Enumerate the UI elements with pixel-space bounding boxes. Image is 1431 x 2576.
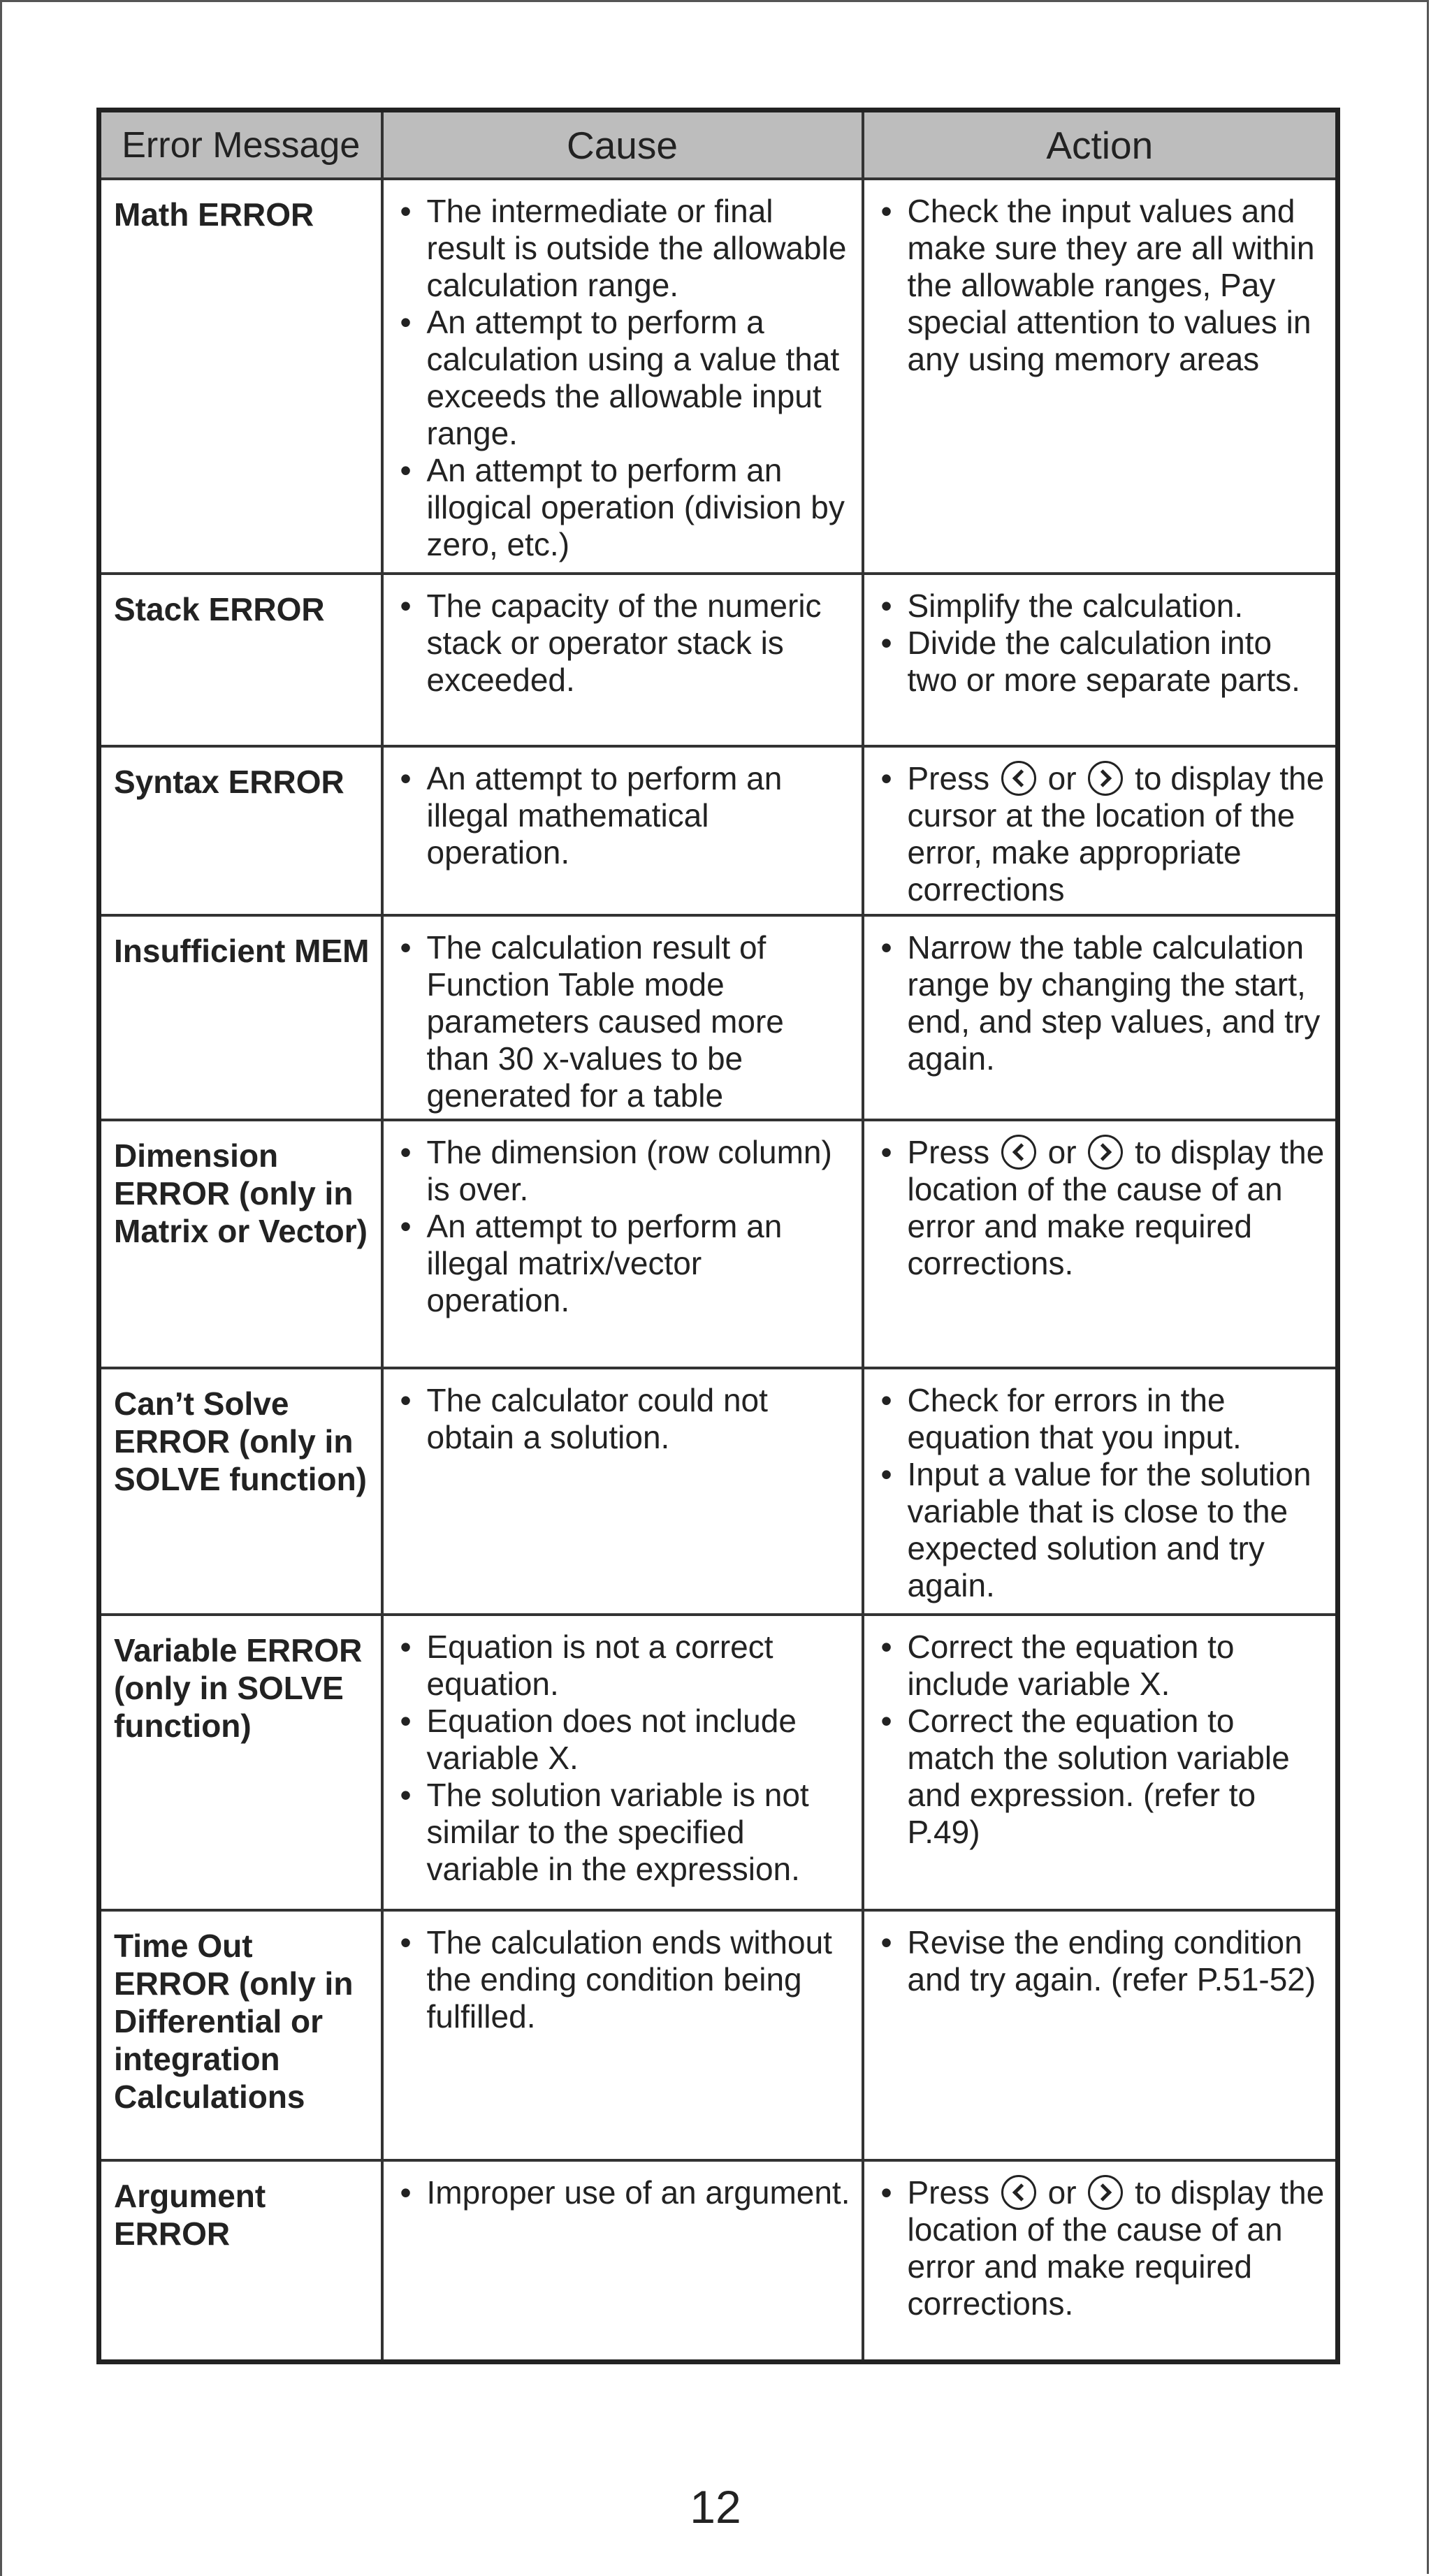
cause-item: • An attempt to perform a calculation using a value that exceeds the allowable input range. (400, 304, 852, 452)
left-arrow-icon (1001, 2175, 1036, 2210)
page-border-left (0, 0, 2, 2576)
or-text: or (1038, 1134, 1086, 1170)
action-cell (863, 915, 1338, 1120)
table-row (99, 915, 1338, 1120)
action-cell (863, 746, 1338, 915)
error-message: Stack ERROR (99, 574, 382, 746)
right-arrow-icon (1088, 1135, 1123, 1170)
cause-cell (382, 1368, 863, 1615)
error-message: Syntax ERROR (99, 746, 382, 915)
action-item (881, 760, 1326, 908)
press-text: Press (907, 2174, 998, 2211)
action-cell (863, 1910, 1338, 2160)
table-row (99, 1120, 1338, 1368)
table-row (99, 2160, 1338, 2362)
cause-cell (382, 2160, 863, 2362)
action-item: • Input a value for the solution variable that is close to the expected solution and try again. (881, 1456, 1326, 1604)
action-cell (863, 2160, 1338, 2362)
cause-cell (382, 179, 863, 574)
right-arrow-icon (1088, 2175, 1123, 2210)
action-cell (863, 1615, 1338, 1910)
or-text: or (1038, 760, 1086, 796)
table-row (99, 1910, 1338, 2160)
cause-item: • An attempt to perform an illegal mathematical operation. (400, 760, 852, 871)
press-text: Press (907, 760, 998, 796)
action-item: • Check for errors in the equation that you input. (881, 1382, 1326, 1456)
header-cause: Cause (382, 110, 863, 180)
cause-cell (382, 1120, 863, 1368)
cause-cell (382, 1615, 863, 1910)
cause-item: • The dimension (row column) is over. (400, 1134, 852, 1208)
header-error-message: Error Message (99, 110, 382, 180)
action-rest-text: to display the location of the cause of an error and make required corrections. (907, 2174, 1325, 2322)
table-row (99, 574, 1338, 746)
action-item: • Correct the equation to match the solution variable and expression. (refer to P.49) (881, 1703, 1326, 1851)
action-rest-text: to display the location of the cause of an error and make required corrections. (907, 1134, 1325, 1281)
action-item: • Divide the calculation into two or more separate parts. (881, 625, 1326, 699)
right-arrow-icon (1088, 761, 1123, 796)
table-row (99, 179, 1338, 574)
action-item: • Revise the ending condition and try again. (refer P.51-52) (881, 1924, 1326, 1998)
press-text: Press (907, 1134, 998, 1170)
cause-item: • The calculator could not obtain a solution. (400, 1382, 852, 1456)
cause-item: • Equation does not include variable X. (400, 1703, 852, 1777)
error-message: Dimension ERROR (only in Matrix or Vector) (99, 1120, 382, 1368)
cause-item: • The calculation result of Function Table mode parameters caused more than 30 x-values to be generated for a table (400, 929, 852, 1114)
cause-cell (382, 1910, 863, 2160)
cause-cell (382, 574, 863, 746)
action-cell (863, 179, 1338, 574)
error-message: Variable ERROR (only in SOLVE function) (99, 1615, 382, 1910)
error-message: Can’t Solve ERROR (only in SOLVE function) (99, 1368, 382, 1615)
table-row (99, 1615, 1338, 1910)
cause-item: • The calculation ends without the ending condition being fulfilled. (400, 1924, 852, 2035)
action-item: • Correct the equation to include variable X. (881, 1629, 1326, 1703)
table-row (99, 1368, 1338, 1615)
or-text: or (1038, 2174, 1086, 2211)
action-item: • Narrow the table calculation range by changing the start, end, and step values, and try again. (881, 929, 1326, 1077)
cause-item: • The intermediate or final result is outside the allowable calculation range. (400, 193, 852, 304)
cause-item: • An attempt to perform an illogical operation (division by zero, etc.) (400, 452, 852, 563)
error-message: Argument ERROR (99, 2160, 382, 2362)
left-arrow-icon (1001, 761, 1036, 796)
action-item (881, 1134, 1326, 1282)
action-cell (863, 1368, 1338, 1615)
cause-cell (382, 915, 863, 1120)
cause-item: • Equation is not a correct equation. (400, 1629, 852, 1703)
action-item (881, 2174, 1326, 2322)
left-arrow-icon (1001, 1135, 1036, 1170)
cause-cell (382, 746, 863, 915)
cause-item: • An attempt to perform an illegal matrix/vector operation. (400, 1208, 852, 1319)
error-message: Math ERROR (99, 179, 382, 574)
cause-item: • The capacity of the numeric stack or operator stack is exceeded. (400, 588, 852, 699)
header-action: Action (863, 110, 1338, 180)
table-row (99, 746, 1338, 915)
action-rest-text: to display the cursor at the location of the error, make appropriate corrections (907, 760, 1325, 908)
action-cell (863, 574, 1338, 746)
action-cell (863, 1120, 1338, 1368)
cause-item: • Improper use of an argument. (400, 2174, 852, 2211)
cause-item: • The solution variable is not similar to the specified variable in the expression. (400, 1777, 852, 1888)
page-number: 12 (690, 2481, 741, 2533)
error-message: Time Out ERROR (only in Differential or integration Calculations (99, 1910, 382, 2160)
action-item: • Simplify the calculation. (881, 588, 1326, 625)
error-message: Insufficient MEM (99, 915, 382, 1120)
error-table (96, 108, 1340, 2364)
header-row (99, 110, 1338, 180)
action-item: • Check the input values and make sure they are all within the allowable ranges, Pay special attention to values in any using memory areas (881, 193, 1326, 378)
